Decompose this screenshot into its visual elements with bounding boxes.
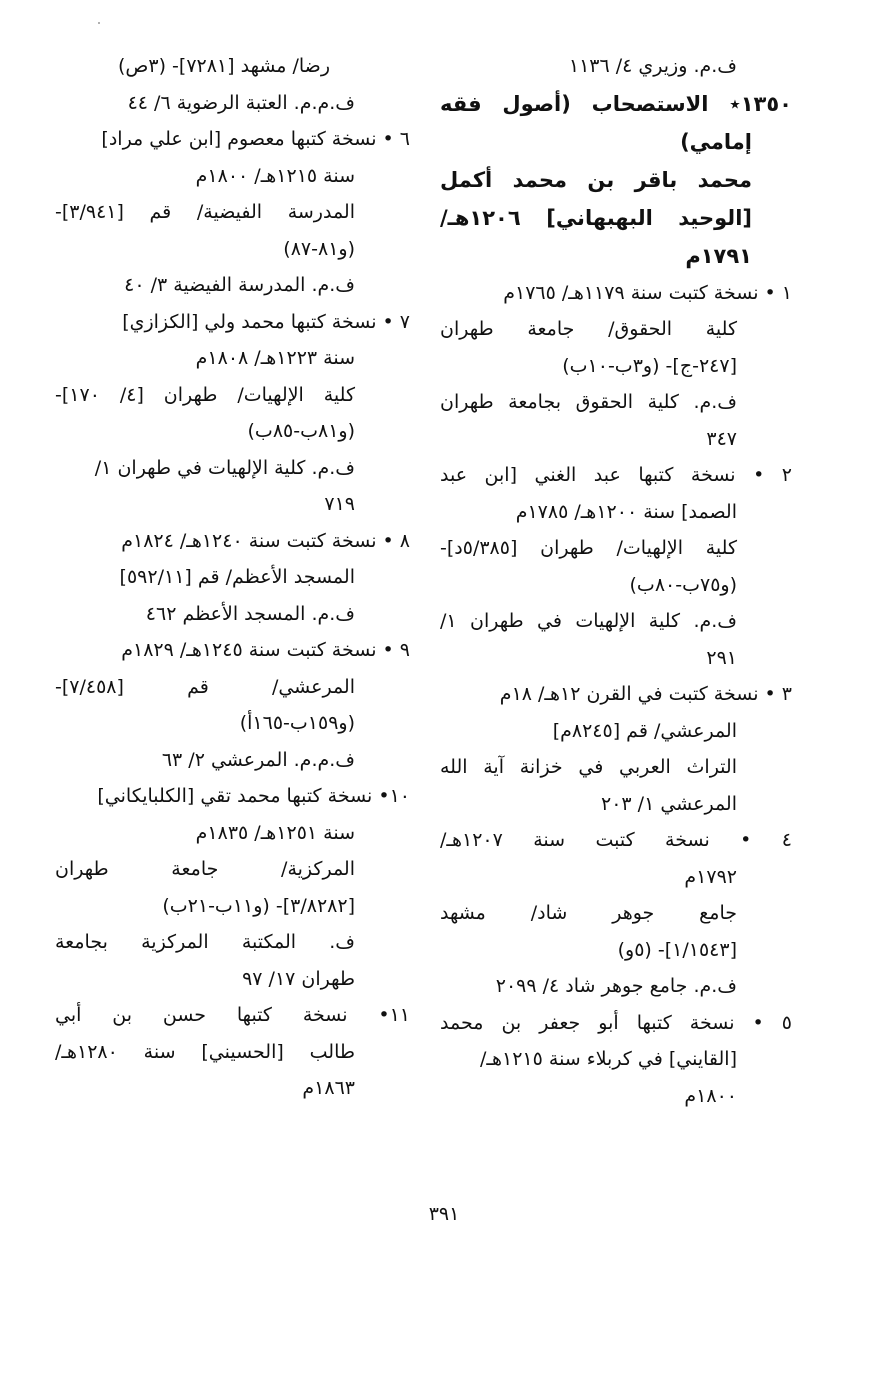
manuscript-item: ١ • نسخة كتبت سنة ١١٧٩هـ/ ١٧٦٥م: [503, 281, 792, 304]
text-line: سنة ١٢٥١هـ/ ١٨٣٥م: [195, 821, 355, 844]
text-line: ١٧٩٢م: [684, 865, 737, 888]
manuscript-item: ٩ • نسخة كتبت سنة ١٢٤٥هـ/ ١٨٢٩م: [121, 639, 410, 661]
manuscript-item: ٣ • نسخة كتبت في القرن ١٢هـ/ ١٨م: [499, 683, 792, 705]
text-line: سنة ١٢٢٣هـ/ ١٨٠٨م: [195, 347, 355, 369]
text-line: ف.م.م. المرعشي ٢/ ٦٣: [161, 748, 355, 771]
manuscript-item: ٨ • نسخة كتبت سنة ١٢٤٠هـ/ ١٨٢٤م: [121, 529, 410, 552]
text-line: ف.م. المسجد الأعظم ٤٦٢: [145, 602, 355, 625]
text-line: المرعشي/ قم [٧/٤٥٨]-: [55, 675, 355, 698]
text-line: كلية الإلهيات/ طهران [٤/ ١٧٠]-: [55, 383, 355, 406]
left-column: [55, 48, 410, 1107]
text-line: (و١٥٩ب-١٦٥أ): [239, 712, 355, 734]
text-line: ف.م.م. العتبة الرضوية ٦/ ٤٤: [127, 91, 355, 114]
text-line: ف.م. كلية الإلهيات في طهران ١/: [440, 610, 737, 632]
text-line: [٣/٨٢٨٢]- (و١١ب-٢١ب): [162, 894, 355, 917]
manuscript-item: ١١• نسخة كتبها حسن بن أبي: [55, 1004, 410, 1026]
text-line: طهران ١٧/ ٩٧: [242, 967, 355, 990]
text-line: جامع جوهر شاد/ مشهد: [440, 902, 737, 924]
author-name: ١٧٩١م: [685, 243, 752, 268]
text-line: ف.م. المدرسة الفيضية ٣/ ٤٠: [124, 274, 355, 296]
entry-title: إمامي): [680, 129, 752, 154]
manuscript-item: ٢ • نسخة كتبها عبد الغني [ابن عبد: [440, 464, 792, 486]
text-line: ١٨٦٣م: [302, 1077, 355, 1099]
text-line: [١/١٥٤٣]- (٥و): [617, 938, 737, 961]
entry-title: ١٣٥٠٭ الاستصحاب (أصول فقه: [440, 91, 792, 116]
text-line: [٢٤٧-ج]- (و٣ب-١٠ب): [562, 354, 737, 377]
text-line: رضا/ مشهد [٧٢٨١]- (٣ص): [117, 55, 330, 77]
text-line: التراث العربي في خزانة آية الله: [440, 756, 737, 778]
text-line: ٢٩١: [706, 646, 737, 669]
scan-speck: [98, 22, 100, 24]
text-line: كلية الإلهيات/ طهران [٥/٣٨٥د]-: [440, 537, 737, 559]
text-line: [القايني] في كربلاء سنة ١٢١٥هـ/: [480, 1048, 737, 1070]
text-line: ف.م. جامع جوهر شاد ٤/ ٢٠٩٩: [495, 975, 737, 997]
text-line: (و٨١-٨٧): [283, 237, 355, 260]
text-line: (و٨١ب-٨٥ب): [247, 420, 355, 442]
text-line: ف.م. وزيري ٤/ ١١٣٦: [568, 55, 737, 77]
text-line: المركزية/ جامعة طهران: [55, 858, 355, 880]
manuscript-item: ٧ • نسخة كتبها محمد ولي [الكزازي]: [122, 310, 410, 333]
text-line: المسجد الأعظم/ قم [٥٩٢/١١]: [119, 566, 355, 588]
text-line: (و٧٥ب-٨٠ب): [629, 573, 737, 596]
manuscript-item: ٥ • نسخة كتبها أبو جعفر بن محمد: [440, 1011, 792, 1034]
text-line: طالب [الحسيني] سنة ١٢٨٠هـ/: [55, 1040, 355, 1063]
manuscript-item: ٦ • نسخة كتبها معصوم [ابن علي مراد]: [101, 128, 410, 150]
text-line: المرعشي/ قم [٨٢٤٥م]: [552, 719, 737, 742]
text-line: المدرسة الفيضية/ قم [٣/٩٤١]-: [55, 201, 355, 223]
text-line: كلية الحقوق/ جامعة طهران: [440, 318, 737, 340]
text-line: المرعشي ١/ ٢٠٣: [601, 792, 737, 815]
text-line: ف. المكتبة المركزية بجامعة: [55, 931, 355, 953]
author-name: محمد باقر بن محمد أكمل: [440, 167, 752, 192]
text-line: ٧١٩: [324, 493, 355, 515]
text-line: الصمد] سنة ١٢٠٠هـ/ ١٧٨٥م: [515, 500, 737, 523]
author-name: [الوحيد البهبهاني] ١٢٠٦هـ/: [440, 205, 752, 230]
text-line: ٣٤٧: [706, 427, 737, 450]
right-column: [440, 48, 792, 1114]
text-line: سنة ١٢١٥هـ/ ١٨٠٠م: [195, 164, 355, 187]
manuscript-item: ١٠• نسخة كتبها محمد تقي [الكلبايكاني]: [97, 785, 410, 807]
manuscript-item: ٤ • نسخة كتبت سنة ١٢٠٧هـ/: [440, 829, 792, 851]
page-number: ٣٩١: [428, 1203, 460, 1225]
text-line: ف.م. كلية الحقوق بجامعة طهران: [440, 391, 737, 413]
text-line: ١٨٠٠م: [684, 1084, 737, 1107]
text-line: ف.م. كلية الإلهيات في طهران ١/: [94, 456, 355, 479]
